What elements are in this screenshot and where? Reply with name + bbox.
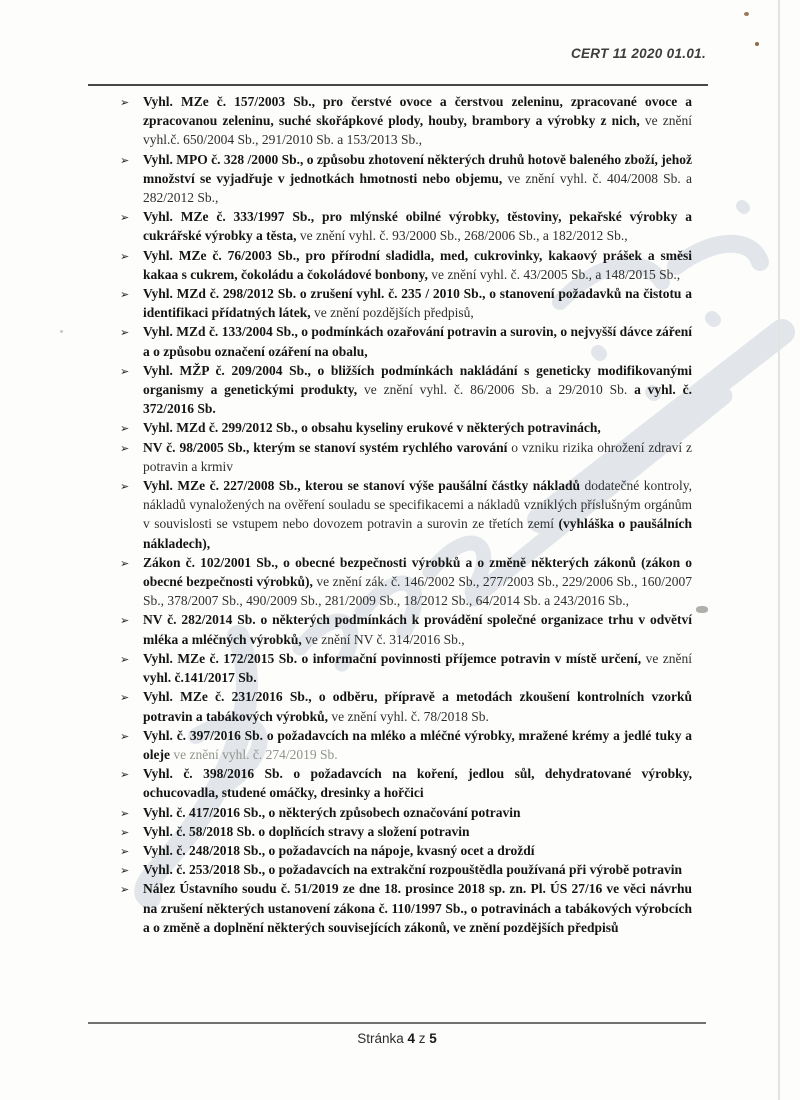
list-item-text: Vyhl. č. 248/2018 Sb., o požadavcích na nápoje, kvasný ocet a droždí	[143, 842, 535, 858]
list-item	[120, 150, 692, 208]
list-item	[120, 649, 692, 687]
list-item	[120, 246, 692, 284]
bullet-arrow-icon: ➢	[120, 844, 130, 858]
scan-edge-line	[778, 0, 780, 1100]
list-item	[120, 553, 692, 611]
bullet-arrow-icon: ➢	[120, 806, 130, 820]
list-item-text: Vyhl. MZe č. 333/1997 Sb., pro mlýnské obilné výrobky, těstoviny, pekařské výrobky a cukrářské výrobky a těsta, ve znění vyhl. č. 93/2000 Sb., 268/2006 Sb., a 182/2012 Sb.,	[143, 209, 692, 244]
bullet-arrow-icon: ➢	[120, 556, 130, 570]
bullet-arrow-icon: ➢	[120, 729, 130, 743]
bullet-arrow-icon: ➢	[120, 825, 130, 839]
list-item-text: Vyhl. č. 398/2016 Sb. o požadavcích na koření, jedlou sůl, dehydratované výrobky, ochucovadla, studené omáčky, dresinky a hořčici	[143, 766, 692, 801]
bullet-arrow-icon: ➢	[120, 652, 130, 666]
scan-speck	[744, 12, 749, 16]
list-item-text: Vyhl. MZe č. 76/2003 Sb., pro přírodní sladidla, med, cukrovinky, kakaový prášek a směsi kakaa s cukrem, čokoládu a čokoládové bonbony, ve znění vyhl. č. 43/2005 Sb., a 148/2015 Sb.,	[143, 247, 692, 282]
bullet-arrow-icon: ➢	[120, 364, 130, 378]
bullet-arrow-icon: ➢	[120, 153, 130, 167]
scan-speck	[696, 606, 708, 613]
list-item-text: Vyhl. MPO č. 328 /2000 Sb., o způsobu zhotovení některých druhů hotově baleného zboží, jehož množství se vyjadřuje v jednotkách hmotnosti nebo objemu, ve znění vyhl. č. 404/2008 Sb. a 282/2012 Sb.,	[143, 151, 692, 206]
list-item-text: Vyhl. MZe č. 231/2016 Sb., o odběru, přípravě a metodách zkoušení kontrolních vzorků potravin a tabákových výrobků, ve znění vyhl. č. 78/2018 Sb.	[143, 689, 692, 724]
list-item-text: Vyhl. č. 417/2016 Sb., o některých způsobech označování potravin	[143, 804, 521, 820]
header-rule	[88, 84, 708, 86]
list-item-text: NV č. 282/2014 Sb. o některých podmínkách k provádění společné organizace trhu v odvětví mléka a mléčných výrobků, ve znění NV č. 314/2016 Sb.,	[143, 612, 692, 647]
footer-separator: z	[418, 1031, 426, 1046]
list-item-text: Vyhl. č. 58/2018 Sb. o doplňcích stravy a složení potravin	[143, 823, 470, 839]
page-footer	[88, 1031, 706, 1046]
bullet-arrow-icon: ➢	[120, 422, 130, 436]
bullet-arrow-icon: ➢	[120, 614, 130, 628]
bullet-arrow-icon: ➢	[120, 96, 130, 109]
footer-total-pages: 5	[429, 1031, 437, 1046]
bullet-arrow-icon: ➢	[120, 326, 130, 340]
bullet-arrow-icon: ➢	[120, 768, 130, 782]
list-item	[120, 860, 692, 879]
bullet-arrow-icon: ➢	[120, 883, 130, 897]
list-item	[120, 726, 692, 764]
list-item-text: Vyhl. MZd č. 133/2004 Sb., o podmínkách ozařování potravin a surovin, o nejvyšší dávce záření a o způsobu označení ozáření na obalu,	[143, 324, 692, 359]
footer-current-page: 4	[407, 1031, 415, 1046]
scan-speck	[60, 330, 63, 333]
list-item-text: NV č. 98/2005 Sb., kterým se stanoví systém rychlého varování o vzniku rizika ohrožení zdraví z potravin a krmiv	[143, 439, 692, 474]
list-item-text: Vyhl. MZe č. 172/2015 Sb. o informační povinnosti příjemce potravin v místě určení, ve znění vyhl. č.141/2017 Sb.	[143, 650, 692, 686]
list-item	[120, 687, 692, 725]
bullet-arrow-icon: ➢	[120, 480, 130, 494]
document-header	[88, 46, 706, 61]
bullet-arrow-icon: ➢	[120, 249, 130, 263]
list-item	[120, 92, 692, 150]
list-item-text: Vyhl. MZe č. 227/2008 Sb., kterou se stanoví výše paušální částky nákladů dodatečné kontroly, nákladů vynaložených na ověření souladu se specifikacemi a nákladů vzniklých příslušným orgánům v souvislosti se vstupem nebo dovozem potravin a surovin ze třetích zemí (vyhláška o paušálních nákladech),	[143, 478, 693, 551]
list-item-text: Vyhl. č. 397/2016 Sb. o požadavcích na mléko a mléčné výrobky, mražené krémy a jedlé tuky a oleje ve znění vyhl. č. 274/2019 Sb.	[143, 727, 692, 762]
footer-label: Stránka	[357, 1031, 404, 1046]
list-item	[120, 610, 692, 648]
list-item	[120, 361, 692, 419]
bullet-arrow-icon: ➢	[120, 441, 130, 455]
list-item	[120, 438, 692, 476]
header-code: CERT 11 2020 01.01.	[570, 46, 706, 61]
bullet-arrow-icon: ➢	[120, 211, 130, 225]
list-item	[120, 841, 692, 860]
list-item	[120, 207, 692, 245]
list-item-text: Vyhl. MŽP č. 209/2004 Sb., o bližších podmínkách nakládání s geneticky modifikovanými organismy a genetickými produkty, ve znění vyhl. č. 86/2006 Sb. a 29/2010 Sb. a vyhl. č. 372/2016 Sb.	[143, 362, 692, 417]
list-item-text: Vyhl. MZd č. 298/2012 Sb. o zrušení vyhl. č. 235 / 2010 Sb., o stanovení požadavků na čistotu a identifikaci přídatných látek, ve znění pozdějších předpisů,	[143, 286, 692, 321]
bullet-arrow-icon: ➢	[120, 864, 130, 878]
list-item	[120, 764, 692, 802]
list-item	[120, 418, 692, 437]
scan-speck	[755, 42, 759, 46]
regulation-list	[120, 92, 692, 937]
list-item-text: Vyhl. MZe č. 157/2003 Sb., pro čerstvé ovoce a čerstvou zeleninu, zpracované ovoce a zpracovanou zeleninu, suché skořápkové plody, houby, brambory a výrobky z nich, ve znění vyhl.č. 650/2004 Sb., 291/2010 Sb. a 153/2013 Sb.,	[143, 94, 692, 148]
list-item	[120, 803, 692, 822]
bullet-arrow-icon: ➢	[120, 691, 130, 705]
list-item-text: Vyhl. č. 253/2018 Sb., o požadavcích na extrakční rozpouštědla používaná při výrobě potravin	[143, 862, 683, 878]
list-item	[120, 879, 692, 937]
bullet-arrow-icon: ➢	[120, 288, 130, 302]
list-item	[120, 284, 692, 322]
list-item	[120, 322, 692, 360]
list-item-text: Vyhl. MZd č. 299/2012 Sb., o obsahu kyseliny erukové v některých potravinách,	[143, 420, 601, 436]
list-item	[120, 476, 692, 553]
list-item	[120, 822, 692, 841]
footer-rule	[88, 1022, 706, 1024]
list-item-text: Nález Ústavního soudu č. 51/2019 ze dne 18. prosince 2018 sp. zn. Pl. ÚS 27/16 ve věci návrhu na zrušení některých ustanovení zákona č. 110/1997 Sb., o potravinách a tabákových výrobcích a o změně a doplnění některých souvisejících zákonů, ve znění pozdějších předpisů	[143, 881, 692, 935]
list-item-text: Zákon č. 102/2001 Sb., o obecné bezpečnosti výrobků a o změně některých zákonů (zákon o obecné bezpečnosti výrobků), ve znění zák. č. 146/2002 Sb., 277/2003 Sb., 229/2006 Sb., 160/2007 Sb., 378/2007 Sb., 490/2009 Sb., 281/2009 Sb., 18/2012 Sb., 64/2014 Sb. a 243/2016 Sb.,	[143, 554, 692, 609]
